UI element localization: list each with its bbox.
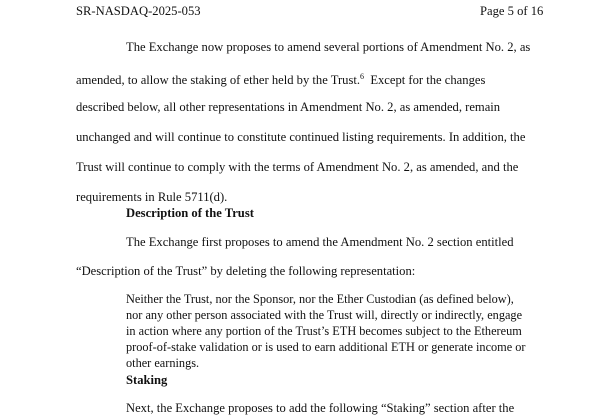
paragraph-line: The Exchange now proposes to amend several portions of Amendment No. 2, as: [126, 40, 531, 54]
line-text: amended, to allow the staking of ether held by the Trust.: [76, 73, 361, 88]
paragraph-line: described below, all other representations in Amendment No. 2, as amended, remain: [76, 100, 501, 114]
section-heading: Description of the Trust: [126, 206, 254, 220]
paragraph-line: [76, 70, 485, 87]
paragraph-line: “Description of the Trust” by deleting the following representation:: [76, 264, 416, 278]
paragraph-line: Trust will continue to comply with the terms of Amendment No. 2, as amended, and the: [76, 160, 519, 174]
paragraph-line: requirements in Rule 5711(d).: [76, 190, 228, 204]
section-heading: Staking: [126, 373, 168, 387]
paragraph-line: unchanged and will continue to constitute continued listing requirements. In addition, the: [76, 130, 526, 144]
quote-line: other earnings.: [126, 356, 200, 370]
paragraph-line: The Exchange first proposes to amend the Amendment No. 2 section entitled: [126, 235, 514, 249]
footnote-ref[interactable]: 6: [360, 72, 365, 81]
quote-line: in action where any portion of the Trust’s ETH becomes subject to the Ethereum: [126, 324, 522, 338]
document-id: SR-NASDAQ-2025-053: [76, 4, 201, 18]
quote-line: proof-of-stake validation or is used to earn additional ETH or generate income or: [126, 340, 526, 354]
line-text: Except for the changes: [370, 73, 486, 88]
quote-line: Neither the Trust, nor the Sponsor, nor the Ether Custodian (as defined below),: [126, 292, 514, 306]
quote-line: nor any other person associated with the Trust will, directly or indirectly, engage: [126, 308, 523, 322]
page-number: Page 5 of 16: [480, 4, 544, 18]
paragraph-line: Next, the Exchange proposes to add the following “Staking” section after the: [126, 401, 515, 415]
